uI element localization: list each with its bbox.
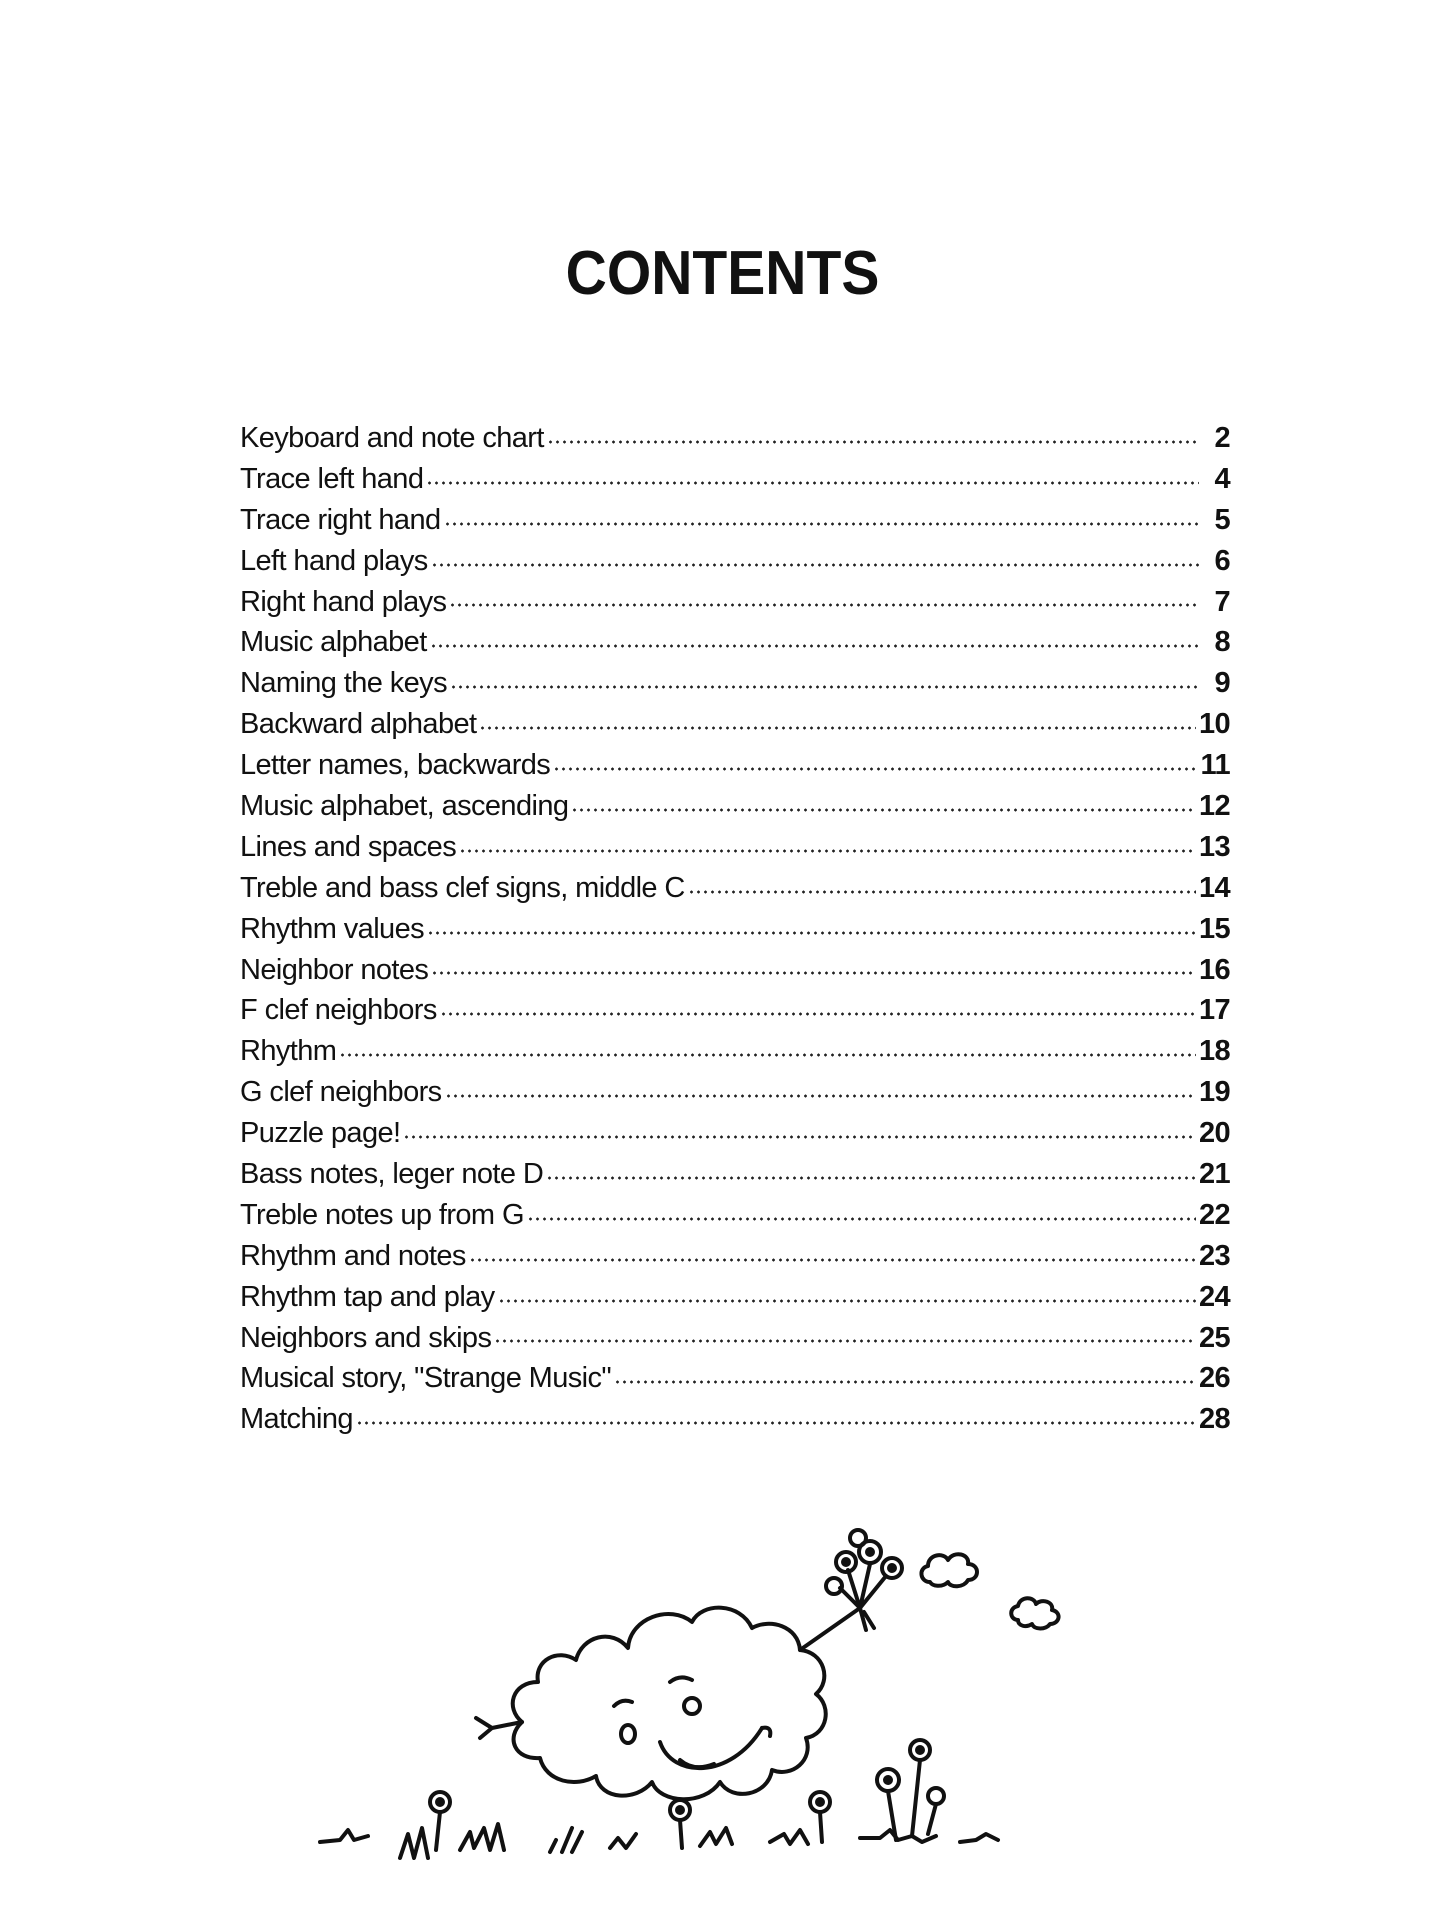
toc-entry bbox=[240, 1358, 1230, 1399]
toc-entry-label: Treble notes up from G bbox=[240, 1198, 524, 1231]
toc-entry-label: Neighbors and skips bbox=[240, 1321, 492, 1354]
toc-entry-page-number: 5 bbox=[1214, 503, 1230, 536]
toc-entry bbox=[240, 990, 1230, 1031]
toc-dot-leader bbox=[547, 439, 1199, 445]
toc-entry-label: Rhythm and notes bbox=[240, 1239, 466, 1272]
toc-dot-leader bbox=[445, 1093, 1196, 1099]
toc-entry-page-number: 25 bbox=[1198, 1321, 1230, 1354]
toc-entry-label: Trace left hand bbox=[240, 462, 424, 495]
small-cloud-1 bbox=[921, 1554, 977, 1586]
toc-dot-leader bbox=[427, 930, 1196, 936]
toc-dot-leader bbox=[571, 807, 1196, 813]
cloud-smile bbox=[660, 1728, 762, 1768]
toc-entry bbox=[240, 868, 1230, 909]
toc-entry-page-number: 14 bbox=[1198, 871, 1230, 904]
toc-entry bbox=[240, 1318, 1230, 1359]
smiling-cloud-with-flowers-icon bbox=[300, 1510, 1090, 1870]
toc-entry bbox=[240, 1236, 1230, 1277]
toc-entry-label: Neighbor notes bbox=[240, 953, 429, 986]
toc-entry bbox=[240, 582, 1230, 623]
toc-entry-page-number: 9 bbox=[1214, 667, 1230, 700]
toc-entry-label: Puzzle page! bbox=[240, 1117, 401, 1150]
toc-dot-leader bbox=[449, 602, 1199, 608]
toc-entry-page-number: 7 bbox=[1214, 585, 1230, 618]
toc-entry-page-number: 8 bbox=[1214, 626, 1230, 659]
toc-entry-page-number: 15 bbox=[1198, 912, 1230, 945]
toc-entry bbox=[240, 1113, 1230, 1154]
toc-dot-leader bbox=[431, 970, 1196, 976]
toc-dot-leader bbox=[614, 1379, 1196, 1385]
toc-entry bbox=[240, 459, 1230, 500]
toc-entry-label: Bass notes, leger note D bbox=[240, 1158, 544, 1191]
toc-entry-page-number: 21 bbox=[1198, 1158, 1230, 1191]
toc-entry-page-number: 24 bbox=[1198, 1280, 1230, 1313]
toc-entry-label: Letter names, backwards bbox=[240, 749, 551, 782]
toc-entry-label: Keyboard and note chart bbox=[240, 422, 544, 454]
table-of-contents bbox=[240, 418, 1230, 1440]
toc-entry bbox=[240, 418, 1230, 459]
toc-entry-label: Music alphabet, ascending bbox=[240, 790, 569, 823]
toc-dot-leader bbox=[440, 1011, 1196, 1017]
toc-entry-label: G clef neighbors bbox=[240, 1076, 442, 1109]
toc-entry bbox=[240, 663, 1230, 704]
toc-entry-page-number: 10 bbox=[1198, 708, 1230, 741]
toc-entry-page-number: 19 bbox=[1198, 1076, 1230, 1109]
toc-dot-leader bbox=[450, 684, 1199, 690]
toc-entry-page-number: 2 bbox=[1214, 422, 1230, 454]
toc-dot-leader bbox=[688, 889, 1196, 895]
toc-entry-label: Rhythm tap and play bbox=[240, 1280, 495, 1313]
toc-entry-page-number: 28 bbox=[1198, 1403, 1230, 1436]
toc-entry bbox=[240, 622, 1230, 663]
toc-entry-label: Trace right hand bbox=[240, 503, 441, 536]
toc-entry bbox=[240, 1277, 1230, 1318]
toc-entry-label: Music alphabet bbox=[240, 626, 427, 659]
toc-entry bbox=[240, 745, 1230, 786]
toc-entry-page-number: 23 bbox=[1198, 1239, 1230, 1272]
toc-entry-label: Right hand plays bbox=[240, 585, 447, 618]
toc-entry-label: Rhythm values bbox=[240, 912, 424, 945]
toc-entry bbox=[240, 541, 1230, 582]
toc-dot-leader bbox=[339, 1052, 1196, 1058]
toc-dot-leader bbox=[546, 1175, 1196, 1181]
toc-entry bbox=[240, 1195, 1230, 1236]
toc-entry-page-number: 12 bbox=[1198, 790, 1230, 823]
cloud-eye-left bbox=[621, 1725, 635, 1743]
toc-entry-label: Musical story, "Strange Music" bbox=[240, 1362, 612, 1395]
toc-dot-leader bbox=[444, 521, 1200, 527]
toc-entry bbox=[240, 909, 1230, 950]
toc-entry bbox=[240, 1154, 1230, 1195]
toc-dot-leader bbox=[494, 1338, 1196, 1344]
toc-entry-page-number: 11 bbox=[1200, 749, 1230, 782]
toc-dot-leader bbox=[498, 1298, 1196, 1304]
toc-entry-page-number: 20 bbox=[1198, 1117, 1230, 1150]
toc-entry-label: Backward alphabet bbox=[240, 708, 477, 741]
toc-entry-label: Treble and bass clef signs, middle C bbox=[240, 871, 685, 904]
toc-dot-leader bbox=[426, 480, 1199, 486]
toc-entry-page-number: 18 bbox=[1198, 1035, 1230, 1068]
toc-entry-page-number: 17 bbox=[1198, 994, 1230, 1027]
toc-entry bbox=[240, 704, 1230, 745]
toc-dot-leader bbox=[431, 562, 1199, 568]
toc-entry bbox=[240, 1399, 1230, 1440]
page-title: CONTENTS bbox=[565, 239, 880, 308]
cloud-eye-right bbox=[684, 1698, 700, 1714]
cloud-shape bbox=[513, 1608, 826, 1800]
toc-dot-leader bbox=[553, 766, 1197, 772]
toc-entry-page-number: 6 bbox=[1214, 544, 1230, 577]
toc-dot-leader bbox=[459, 848, 1196, 854]
toc-dot-leader bbox=[527, 1216, 1196, 1222]
toc-entry-page-number: 22 bbox=[1198, 1198, 1230, 1231]
toc-entry-label: Rhythm bbox=[240, 1035, 337, 1068]
toc-dot-leader bbox=[430, 643, 1199, 649]
toc-dot-leader bbox=[403, 1134, 1195, 1140]
toc-entry-label: Matching bbox=[240, 1403, 353, 1436]
toc-entry-label: Naming the keys bbox=[240, 667, 447, 700]
toc-entry bbox=[240, 500, 1230, 541]
toc-entry bbox=[240, 1072, 1230, 1113]
toc-entry-label: Left hand plays bbox=[240, 544, 428, 577]
toc-entry bbox=[240, 786, 1230, 827]
toc-dot-leader bbox=[356, 1420, 1196, 1426]
toc-entry bbox=[240, 950, 1230, 991]
toc-dot-leader bbox=[469, 1257, 1196, 1263]
toc-entry-label: Lines and spaces bbox=[240, 830, 457, 863]
toc-entry bbox=[240, 827, 1230, 868]
toc-entry-page-number: 13 bbox=[1198, 830, 1230, 863]
toc-entry-label: F clef neighbors bbox=[240, 994, 437, 1027]
toc-entry bbox=[240, 1031, 1230, 1072]
toc-entry-page-number: 16 bbox=[1198, 953, 1230, 986]
small-cloud-2 bbox=[1011, 1598, 1058, 1628]
toc-dot-leader bbox=[479, 725, 1195, 731]
toc-entry-page-number: 26 bbox=[1198, 1362, 1230, 1395]
toc-entry-page-number: 4 bbox=[1214, 462, 1230, 495]
